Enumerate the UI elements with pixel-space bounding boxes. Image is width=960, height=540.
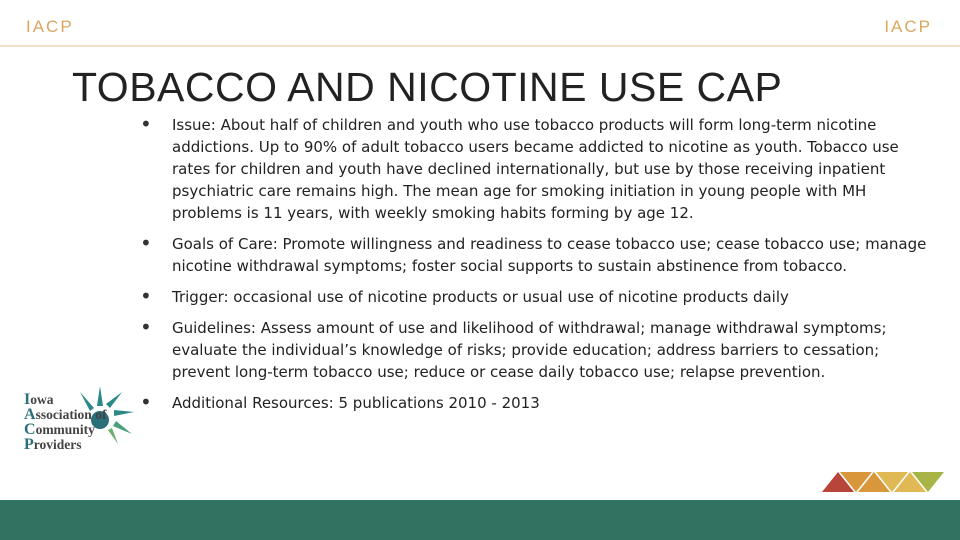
bullet-text: Issue: About half of children and youth who use tobacco products will form long-term nicotine addictions. Up to 90% of adult tobacco users became addicted to nicotine as youth. Tobacco use rates for children and youth have declined internationally, but use by those receiving inpatient psychiatric care remains high. The mean age for smoking initiation in young people with MH problems is 11 years, with weekly smoking habits forming by age 12. [172, 116, 899, 222]
bullet-text: Goals of Care: Promote willingness and readiness to cease tobacco use; cease tobacco use; manage nicotine withdrawal symptoms; foster social supports to sustain abstinence from tobacco. [172, 235, 927, 275]
header-divider [0, 45, 960, 47]
logo-text [24, 392, 106, 452]
logo-line: Iowa [24, 391, 54, 408]
logo-line: Providers [24, 436, 82, 453]
footer-bar [0, 500, 960, 540]
bullet-text: Trigger: occasional use of nicotine products or usual use of nicotine products daily [172, 288, 789, 306]
bullet-dot-icon: • [140, 315, 152, 339]
bullet-text: Additional Resources: 5 publications 2010 - 2013 [172, 394, 540, 412]
bullet-dot-icon: • [140, 284, 152, 308]
logo-line: Association of [24, 406, 107, 423]
bullet-dot-icon: • [140, 231, 152, 255]
bullet-guidelines [140, 317, 930, 383]
bullet-resources [140, 392, 930, 414]
bullet-issue [140, 114, 930, 224]
bullet-text: Guidelines: Assess amount of use and likelihood of withdrawal; manage withdrawal symptoms; evaluate the individual’s knowledge of risks; provide education; address barriers to cessation; prevent long-term tobacco use; reduce or cease daily tobacco use; relapse prevention. [172, 319, 887, 381]
logo-line: Community [24, 421, 95, 438]
header-right-label: IACP [884, 17, 932, 36]
bullet-dot-icon: • [140, 390, 152, 414]
header-left-label: IACP [26, 17, 74, 36]
bullet-list [140, 114, 930, 423]
bullet-trigger [140, 286, 930, 308]
decorative-triangles-icon [822, 470, 952, 496]
slide-title: TOBACCO AND NICOTINE USE CAP [72, 64, 783, 110]
bullet-goals [140, 233, 930, 277]
bullet-dot-icon: • [140, 112, 152, 136]
